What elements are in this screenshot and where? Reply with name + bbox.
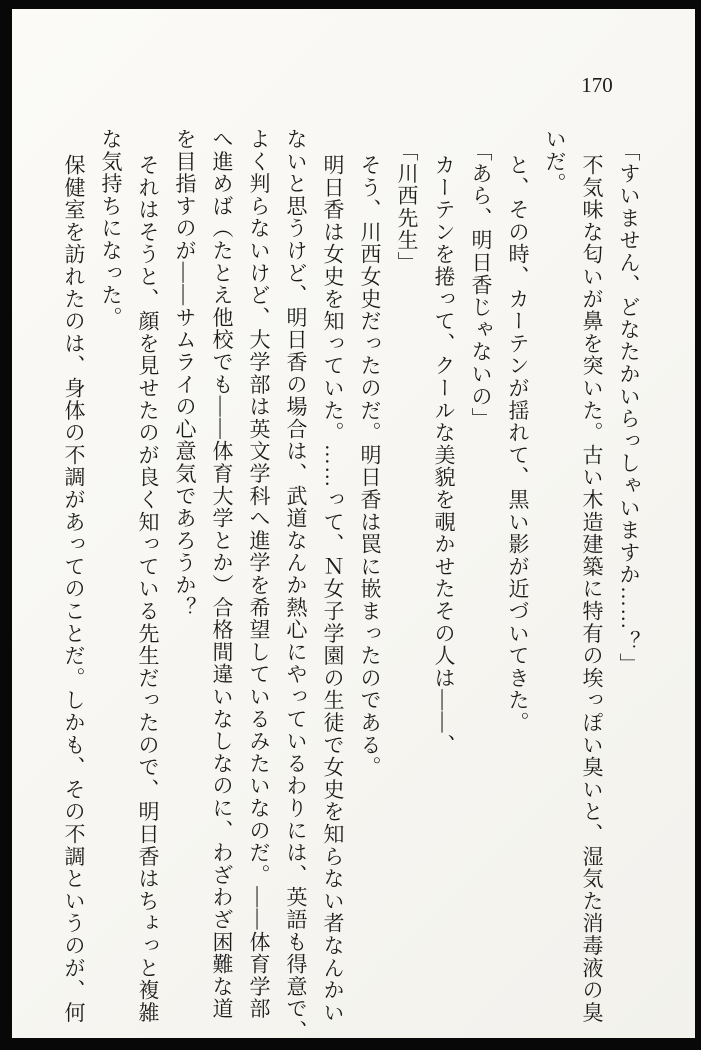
text-column: そう、川西女史だったのだ。明日香は罠に嵌まったのである。	[358, 154, 382, 779]
text-column: よく判らないけど、大学部は英文学科へ進学を希望しているみたいなのだ。――体育学部	[247, 128, 271, 1020]
vertical-text-block	[55, 128, 647, 1050]
text-column: を目指すのが――サムライの心意気であろうか？	[173, 128, 197, 619]
text-column: と、その時、カーテンが揺れて、黒い影が近づいてきた。	[506, 154, 530, 734]
text-column: 「すいません、どなたかいらっしゃいますか……？」	[617, 140, 641, 676]
text-column: カーテンを捲って、クールな美貌を覗かせたその人は――、	[432, 154, 456, 757]
text-column: 不気味な匂いが鼻を突いた。古い木造建築に特有の埃っぽい臭いと、湿気た消毒液の臭	[580, 154, 604, 1024]
text-column: 保健室を訪れたのは、身体の不調があってのことだ。しかも、その不調というのが、何	[62, 154, 86, 1024]
text-column: 明日香は女史を知っていた。……って、Ｎ女子学園の生徒で女史を知らない者なんかい	[321, 154, 345, 1024]
text-column: な気持ちになった。	[99, 128, 123, 329]
text-column: へ進めば（たとえ他校でも――体育大学とか）合格間違いなしなのに、わざわざ困難な道	[210, 128, 234, 1020]
text-column: ないと思うけど、明日香の場合は、武道なんか熱心にやっているわりには、英語も得意で、	[284, 128, 308, 1043]
page-paper	[12, 9, 695, 1043]
page-number: 170	[581, 73, 613, 97]
text-column: 「あら、明日香じゃないの」	[469, 140, 493, 430]
text-column: 「川西先生」	[395, 140, 419, 274]
text-column: いだ。	[543, 128, 567, 195]
text-column: それはそうと、顔を見せたのが良く知っている先生だったので、明日香はちょっと複雑	[136, 154, 160, 1024]
